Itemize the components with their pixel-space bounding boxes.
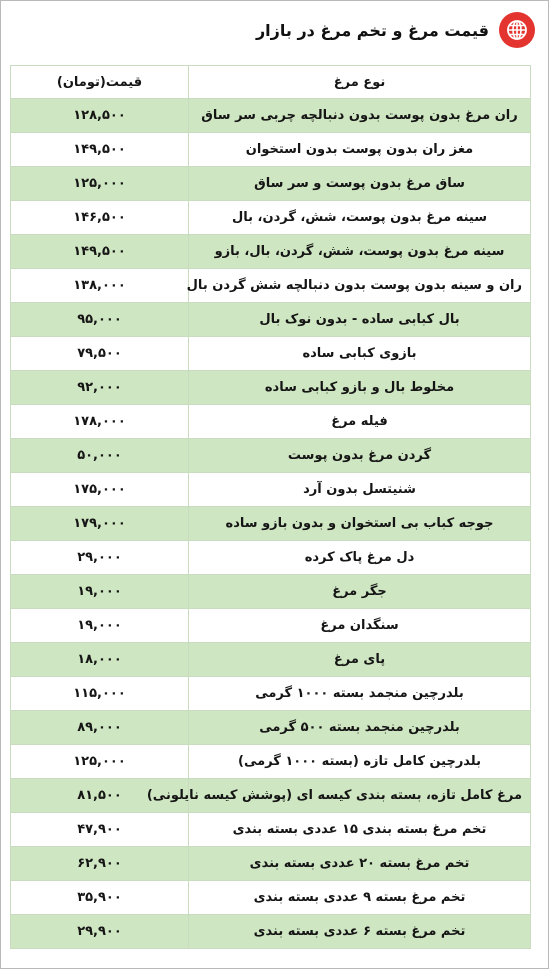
item-price: ۱۹,۰۰۰ <box>11 575 189 609</box>
table-row <box>11 677 531 711</box>
item-price: ۱۷۹,۰۰۰ <box>11 507 189 541</box>
table-row <box>11 711 531 745</box>
item-price: ۱۷۸,۰۰۰ <box>11 405 189 439</box>
item-name: دل مرغ پاک کرده <box>189 541 531 575</box>
item-price: ۱۳۸,۰۰۰ <box>11 269 189 303</box>
table-row <box>11 99 531 133</box>
item-price: ۶۲,۹۰۰ <box>11 847 189 881</box>
item-price: ۱۷۵,۰۰۰ <box>11 473 189 507</box>
item-price: ۳۵,۹۰۰ <box>11 881 189 915</box>
table-row <box>11 337 531 371</box>
item-price: ۸۹,۰۰۰ <box>11 711 189 745</box>
item-name: پای مرغ <box>189 643 531 677</box>
table-row <box>11 847 531 881</box>
item-price: ۴۷,۹۰۰ <box>11 813 189 847</box>
table-row <box>11 473 531 507</box>
item-name: مخلوط بال و بازو کبابی ساده <box>189 371 531 405</box>
item-price: ۹۲,۰۰۰ <box>11 371 189 405</box>
item-name: تخم مرغ بسته ۲۰ عددی بسته بندی <box>189 847 531 881</box>
page-title: قیمت مرغ و تخم مرغ در بازار <box>255 20 489 40</box>
item-name: تخم مرغ بسته ۶ عددی بسته بندی <box>189 915 531 949</box>
item-name: بال کبابی ساده - بدون نوک بال <box>189 303 531 337</box>
item-name: بلدرچین منجمد بسته ۱۰۰۰ گرمی <box>189 677 531 711</box>
item-price: ۱۲۵,۰۰۰ <box>11 167 189 201</box>
table-row <box>11 269 531 303</box>
item-name: شنیتسل بدون آرد <box>189 473 531 507</box>
table-row <box>11 303 531 337</box>
table-row <box>11 235 531 269</box>
item-name: ساق مرغ بدون پوست و سر ساق <box>189 167 531 201</box>
item-price: ۲۹,۰۰۰ <box>11 541 189 575</box>
item-name: ران و سینه بدون پوست بدون دنبالچه شش گردن بال <box>189 269 531 303</box>
item-name: سنگدان مرغ <box>189 609 531 643</box>
price-table <box>10 65 531 949</box>
item-name: جگر مرغ <box>189 575 531 609</box>
item-price: ۱۲۸,۵۰۰ <box>11 99 189 133</box>
item-price: ۱۴۹,۵۰۰ <box>11 133 189 167</box>
page-header <box>256 8 535 52</box>
table-body <box>11 99 531 949</box>
table-row <box>11 541 531 575</box>
item-name: گردن مرغ بدون پوست <box>189 439 531 473</box>
item-name: ران مرغ بدون پوست بدون دنبالچه چربی سر ساق <box>189 99 531 133</box>
table-row <box>11 643 531 677</box>
table-row <box>11 609 531 643</box>
table-row <box>11 371 531 405</box>
item-name: بلدرچین کامل تازه (بسته ۱۰۰۰ گرمی) <box>189 745 531 779</box>
table-row <box>11 201 531 235</box>
table-row <box>11 439 531 473</box>
item-name: جوجه کباب بی استخوان و بدون بازو ساده <box>189 507 531 541</box>
table-row <box>11 575 531 609</box>
table-row <box>11 507 531 541</box>
item-price: ۱۲۵,۰۰۰ <box>11 745 189 779</box>
item-price: ۲۹,۹۰۰ <box>11 915 189 949</box>
table-row <box>11 405 531 439</box>
item-name: فیله مرغ <box>189 405 531 439</box>
item-price: ۷۹,۵۰۰ <box>11 337 189 371</box>
item-price: ۱۸,۰۰۰ <box>11 643 189 677</box>
item-price: ۱۴۹,۵۰۰ <box>11 235 189 269</box>
item-price: ۸۱,۵۰۰ <box>11 779 189 813</box>
item-price: ۱۴۶,۵۰۰ <box>11 201 189 235</box>
item-name: سینه مرغ بدون پوست، شش، گردن، بال، بازو <box>189 235 531 269</box>
item-name: مرغ کامل تازه، بسته بندی کیسه ای (پوشش کیسه نایلونی) <box>189 779 531 813</box>
table-row <box>11 779 531 813</box>
item-price: ۱۱۵,۰۰۰ <box>11 677 189 711</box>
item-price: ۵۰,۰۰۰ <box>11 439 189 473</box>
item-name: مغز ران بدون پوست بدون استخوان <box>189 133 531 167</box>
globe-icon <box>499 12 535 48</box>
item-name: بلدرچین منجمد بسته ۵۰۰ گرمی <box>189 711 531 745</box>
table-row <box>11 915 531 949</box>
table-row <box>11 745 531 779</box>
item-name: سینه مرغ بدون پوست، شش، گردن، بال <box>189 201 531 235</box>
item-name: تخم مرغ بسته ۹ عددی بسته بندی <box>189 881 531 915</box>
item-price: ۹۵,۰۰۰ <box>11 303 189 337</box>
table-row <box>11 813 531 847</box>
table-row <box>11 167 531 201</box>
item-name: بازوی کبابی ساده <box>189 337 531 371</box>
item-price: ۱۹,۰۰۰ <box>11 609 189 643</box>
item-name: تخم مرغ بسته بندی ۱۵ عددی بسته بندی <box>189 813 531 847</box>
table-header-row <box>11 66 531 99</box>
table-row <box>11 881 531 915</box>
column-header-type: نوع مرغ <box>189 66 531 99</box>
column-header-price: قیمت(تومان) <box>11 66 189 99</box>
table-row <box>11 133 531 167</box>
